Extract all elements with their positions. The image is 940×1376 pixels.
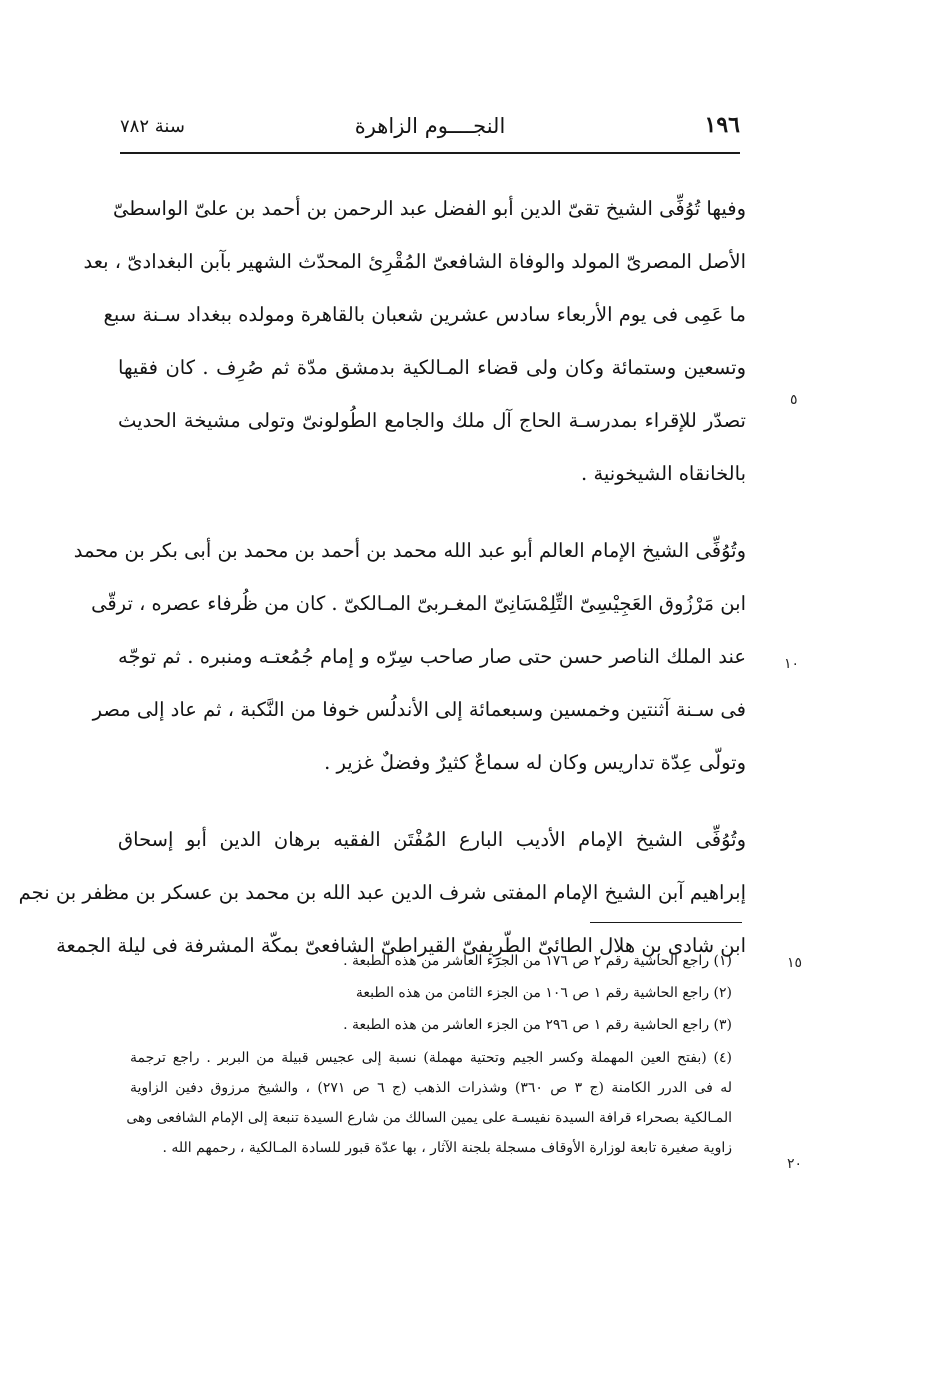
text-line: فى سـنة آثنتين وخمسين وسبعمائة إلى الأندلُس خوفا من النَّكبة ، ثم عاد إلى مصر xyxy=(92,698,746,721)
line-number-20: ٢٠ xyxy=(787,1156,803,1172)
text-line: وفيها تُوُفِّى الشيخ تقىّ الدين أبو الفضل عبد الرحمن بن أحمد بن علىّ الواسطىّ xyxy=(112,197,746,220)
footnote-line: زاوية صغيرة تابعة لوزارة الأوقاف مسجلة بلجنة الآثار ، بها عدّة قبور للسادة المـالكية ، رحمهم الله . xyxy=(162,1140,732,1156)
text-line: ابن مَرْزُوق العَجِيْسِىّ التِّلِمْسَانِىّ المغـربىّ المـالكىّ . كان من ظُرفاء عصره ، ترقّى xyxy=(91,592,746,615)
footnote-line: المـالكية بصحراء قرافة السيدة نفيسـة على يمين السالك من شارع السيدة تنبعة إلى الإمام الشافعى وهى xyxy=(126,1110,732,1126)
footnote-rule xyxy=(590,922,742,923)
text-line: إبراهيم آبن الشيخ الإمام المفتى شرف الدين عبد الله بن محمد بن عسكر بن مظفر بن نجم xyxy=(18,881,746,904)
text-line: عند الملك الناصر حسن حتى صار صاحب سِرّه و إمام جُمُعتـه ومنبره . ثم توجّه xyxy=(118,645,746,668)
main-text xyxy=(18,182,746,996)
paragraph-2 xyxy=(73,524,746,789)
text-line: وتُوُفِّى الشيخ الإمام العالم أبو عبد الله محمد بن أحمد بن محمد بن أبى بكر بن محمد xyxy=(73,539,746,562)
text-line: الأصل المصرىّ المولد والوفاة الشافعىّ المُقْرِئ المحدّث الشهير بآبن البغدادىّ ، بعد xyxy=(83,250,746,273)
footnote-4 xyxy=(126,1043,742,1163)
text-line: وتسعين وستمائة وكان ولى قضاء المـالكية بدمشق مدّة ثم صُرِف . كان فقيها xyxy=(118,356,746,379)
text-line: ابن شادى بن هلال الطائىّ الطّرِيفىّ القيراطىّ الشافعىّ بمكّة المشرفة فى ليلة الجمعة xyxy=(56,934,746,957)
text-line: وتُوُفِّى الشيخ الإمام الأديب البارع المُفْتَن الفقيه برهان الدين أبو إسحاق xyxy=(118,828,746,851)
page-number: ١٩٦ xyxy=(704,112,740,138)
running-title: النجــــوم الزاهرة xyxy=(354,114,506,138)
footnote-line: له فى الدرر الكامنة (ج ٣ ص ٣٦٠) وشذرات الذهب (ج ٦ ص ٢٧١) ، والشيخ مرزوق دفين الزاوية xyxy=(130,1080,733,1096)
footnote-2: (٢) راجع الحاشية رقم ١ ص ١٠٦ من الجزء الثامن من هذه الطبعة xyxy=(355,985,732,1001)
footnotes xyxy=(126,945,742,1163)
text-line: بالخانقاه الشيخونية . xyxy=(581,462,746,485)
paragraph-1 xyxy=(83,182,746,500)
text-line: وتولّى عِدّة تداريس وكان له سماعٌ كثيرٌ وفضلٌ غزير . xyxy=(324,751,746,774)
text-line: تصدّر للإقراء بمدرسـة الحاج آل ملك والجامع الطُولونىّ وتولى مشيخة الحديث xyxy=(118,409,746,432)
text-line: ما عَمِى فى يوم الأربعاء سادس عشرين شعبان بالقاهرة ومولده ببغداد سـنة سبع xyxy=(103,303,746,326)
line-number-15: ١٥ xyxy=(787,955,803,971)
footnote-line: (٤) (بفتح العين المهملة وكسر الجيم وتحتية مهملة) نسبة إلى عجيس قبيلة من البربر . راجع ترجمة xyxy=(130,1050,732,1066)
year-label: سنة ٧٨٢ xyxy=(120,116,185,137)
footnote-1: (١) راجع الحاشية رقم ٢ ص ١٧٦ من الجزء العاشر من هذه الطبعة . xyxy=(343,953,732,969)
line-number-10: ١٠ xyxy=(784,656,800,672)
footnote-3: (٣) راجع الحاشية رقم ١ ص ٢٩٦ من الجزء العاشر من هذه الطبعة . xyxy=(343,1017,732,1033)
header-rule xyxy=(120,152,740,154)
running-header xyxy=(120,112,740,148)
line-number-5: ٥ xyxy=(790,392,798,408)
